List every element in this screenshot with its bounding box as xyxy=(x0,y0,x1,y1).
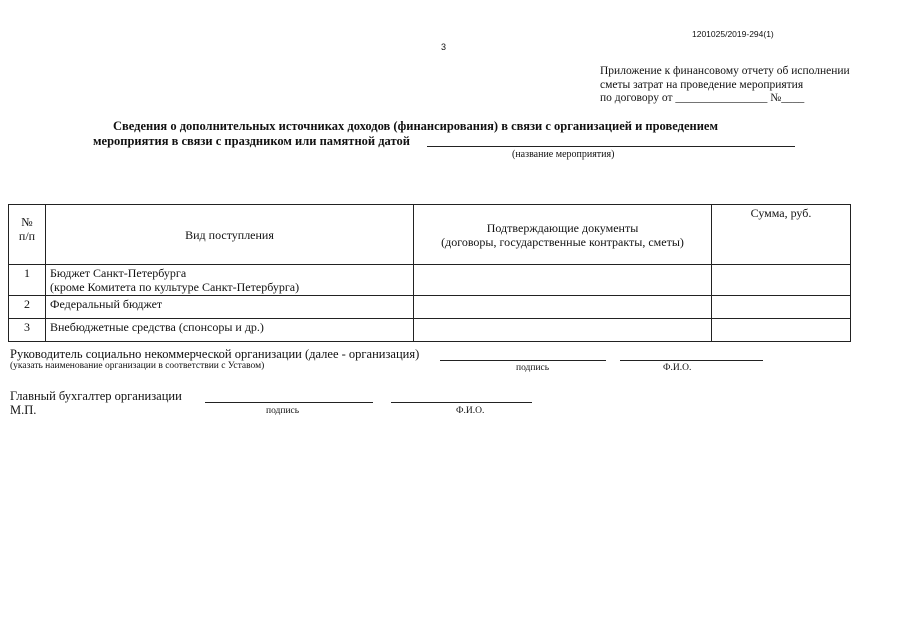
head-hint: (указать наименование организации в соответствии с Уставом) xyxy=(10,361,265,371)
table-row xyxy=(9,296,851,319)
row-sum[interactable] xyxy=(712,319,851,342)
accountant-name-caption: Ф.И.О. xyxy=(456,406,485,416)
head-signature-caption: подпись xyxy=(516,363,550,373)
head-signature-line[interactable] xyxy=(440,360,606,361)
row-documents[interactable] xyxy=(414,265,712,296)
row-sum[interactable] xyxy=(712,296,851,319)
event-name-caption: (название мероприятия) xyxy=(512,149,615,160)
accountant-label: Главный бухгалтер организации xyxy=(10,389,182,403)
table-header-row xyxy=(9,205,851,265)
income-sources-table xyxy=(8,204,851,342)
row-sum[interactable] xyxy=(712,265,851,296)
document-number: 1201025/2019-294(1) xyxy=(692,29,774,39)
stamp-label: М.П. xyxy=(10,403,37,417)
row-documents[interactable] xyxy=(414,319,712,342)
row-documents[interactable] xyxy=(414,296,712,319)
header-documents: Подтверждающие документы (договоры, государственные контракты, сметы) xyxy=(414,205,712,265)
table-row xyxy=(9,265,851,296)
appendix-line: Приложение к финансовому отчету об исполнении xyxy=(600,65,850,77)
header-number: № п/п xyxy=(9,205,46,265)
accountant-name-line[interactable] xyxy=(391,402,532,403)
head-name-caption: Ф.И.О. xyxy=(663,363,692,373)
event-name-blank xyxy=(427,146,795,147)
row-number: 2 xyxy=(9,296,46,319)
header-sum: Сумма, руб. xyxy=(712,205,851,265)
appendix-note xyxy=(600,65,850,106)
document-title-line1: Сведения о дополнительных источниках доходов (финансирования) в связи с организацией и проведением xyxy=(113,119,718,133)
header-income-type: Вид поступления xyxy=(46,205,414,265)
row-number: 1 xyxy=(9,265,46,296)
row-income-type: Внебюджетные средства (спонсоры и др.) xyxy=(46,319,414,342)
row-income-type: Бюджет Санкт-Петербурга (кроме Комитета по культуре Санкт-Петербурга) xyxy=(46,265,414,296)
appendix-line: по договору от ________________ №____ xyxy=(600,92,805,104)
page-number: 3 xyxy=(441,42,447,52)
head-signature-label: Руководитель социально некоммерческой организации (далее - организация) xyxy=(10,347,420,361)
table-row xyxy=(9,319,851,342)
appendix-line: сметы затрат на проведение мероприятия xyxy=(600,78,804,91)
accountant-signature-caption: подпись xyxy=(266,406,300,416)
row-income-type: Федеральный бюджет xyxy=(46,296,414,319)
head-name-line[interactable] xyxy=(620,360,763,361)
row-number: 3 xyxy=(9,319,46,342)
document-title-line2: мероприятия в связи с праздником или памятной датой xyxy=(93,134,410,148)
accountant-signature-line[interactable] xyxy=(205,402,373,403)
